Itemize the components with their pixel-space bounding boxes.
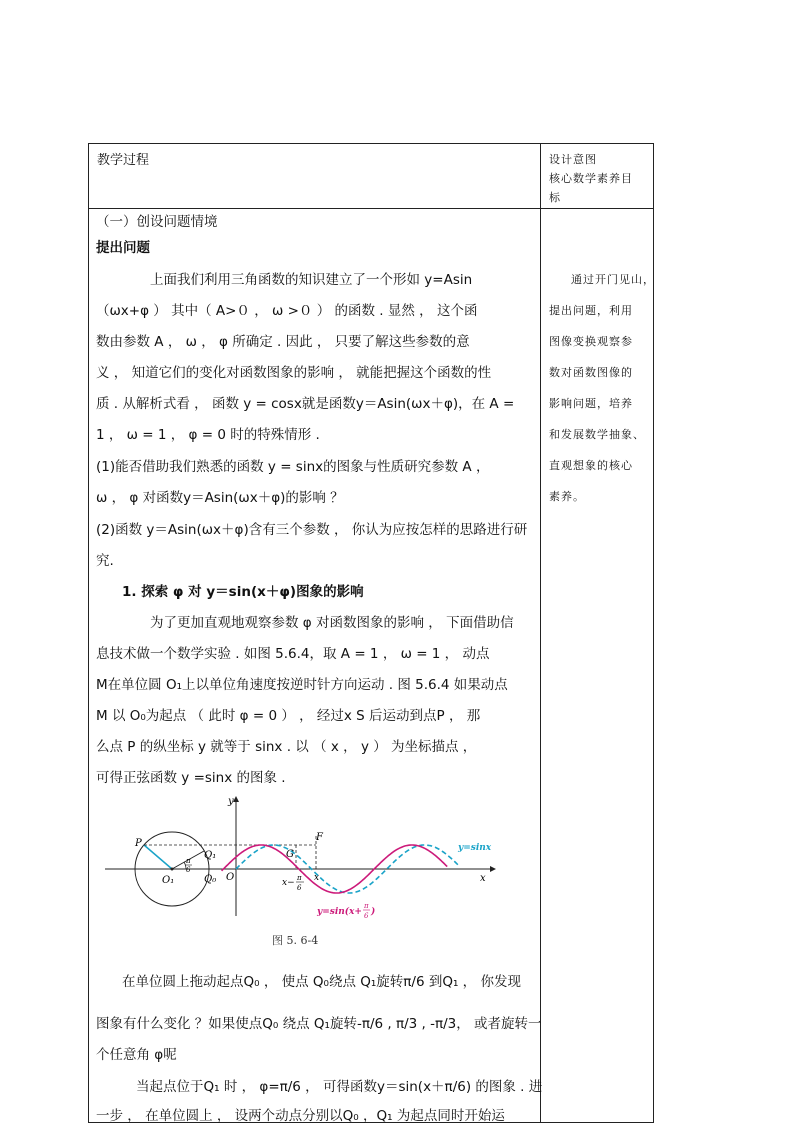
legend-shifted: y=sin(x+: [317, 907, 362, 917]
question-1-line: ω ， φ 对函数y＝Asin(ωx＋φ)的影响 ？: [96, 490, 344, 506]
paragraph-line: 可得正弦函数 y =sinx 的图象 .: [96, 770, 286, 786]
label-G: G: [286, 849, 294, 860]
paragraph-line: 义 ， 知道它们的变化对函数图象的影响 ， 就能把握这个函数的性: [96, 365, 492, 381]
paragraph-line: 当起点位于Q₁ 时 ， φ=π/6 ， 可得函数y＝sin(x＋π/6) 的图象 . 进: [136, 1079, 543, 1095]
label-O1: O₁: [162, 875, 175, 886]
paragraph-line: 图象有什么变化 ？如果使点Q₀ 绕点 Q₁旋转-π/6 , π/3 , -π/3， 或者旋转一: [96, 1016, 542, 1032]
paragraph-line: 息技术做一个数学实验 . 如图 5.6.4，取 A = 1 ， ω = 1 ， 动点: [96, 646, 490, 662]
subheading: 提出问题: [96, 240, 150, 256]
label-F: F: [316, 832, 323, 843]
legend-shifted-six: 6: [364, 912, 369, 920]
legend-shifted-pi: π: [364, 902, 369, 910]
y-axis-arrow: [233, 796, 239, 802]
paragraph-line: 质 . 从解析式看 ， 函数 y = cosx就是函数y＝Asin(ωx＋φ)，在 A =: [96, 396, 515, 412]
figure-5-6-4: [100, 788, 500, 928]
paragraph-line: （ωx+φ ） 其中（ A>０ ， ω >０ ） 的函数 . 显然 ， 这个函: [96, 303, 478, 319]
label-P: P: [135, 838, 142, 849]
label-x-minus: x−: [282, 878, 295, 888]
y-axis-label: y: [228, 796, 234, 807]
label-O: O: [226, 872, 235, 883]
x-axis-label: x: [480, 873, 486, 884]
legend-sinx: y=sinx: [458, 843, 492, 853]
radius-to-P: [144, 845, 172, 869]
question-2-line: (2)函数 y＝Asin(ωx＋φ)含有三个参数 ， 你认为应按怎样的思路进行研: [96, 522, 528, 538]
paragraph-line: 数由参数 A ， ω ， φ 所确定 . 因此 ， 只要了解这些参数的意: [96, 334, 470, 350]
angle-six: 6: [186, 866, 191, 874]
paragraph-line: 1 ， ω = 1 ， φ = 0 时的特殊情形 .: [96, 427, 320, 443]
section-title: （一）创设问题情境: [96, 214, 218, 230]
x-axis-arrow: [490, 866, 496, 872]
label-x-minus-pi: π: [297, 874, 302, 882]
angle-pi: π: [186, 857, 191, 865]
label-Q1: Q₁: [204, 850, 217, 861]
figure-caption: 图 5. 6-4: [272, 934, 319, 947]
question-1-line: (1)能否借助我们熟悉的函数 y = sinx的图象与性质研究参数 A ，: [96, 459, 490, 475]
paragraph-line: 上面我们利用三角函数的知识建立了一个形如 y=Asin: [150, 272, 473, 288]
legend-shifted-close: ): [371, 907, 376, 917]
paragraph-line: 个任意角 φ呢: [96, 1047, 177, 1063]
design-intent-text: 通过开门见山， 提出问题，利用 图像变换观察参 数对函数图像的 影响问题，培养 和发展数学抽象、 直观想象的核心 素养。: [549, 273, 655, 503]
header-divider: [89, 208, 653, 209]
header-design-intent: 设计意图 核心数学素养目 标: [549, 153, 633, 204]
paragraph-line: 在单位圆上拖动起点Q₀ ， 使点 Q₀绕点 Q₁旋转π/6 到Q₁ ， 你发现: [122, 974, 521, 990]
paragraph-line: 么点 P 的纵坐标 y 就等于 sinx . 以 （ x ， y ） 为坐标描点 ，: [96, 739, 477, 755]
header-teaching-process: 教学过程: [97, 153, 150, 168]
label-x-tick: x: [314, 873, 320, 883]
paragraph-line: 为了更加直观地观察参数 φ 对函数图象的影响 ， 下面借助信: [150, 615, 514, 631]
label-x-minus-six: 6: [297, 884, 302, 892]
column-divider: [540, 144, 541, 1122]
paragraph-line: 一步 ， 在单位圆上 ， 设两个动点分别以Q₀ ，Q₁ 为起点同时开始运: [96, 1108, 505, 1124]
paragraph-line: M在单位圆 O₁上以单位角速度按逆时针方向运动 . 图 5.6.4 如果动点: [96, 677, 508, 693]
center-point: [171, 868, 174, 871]
explore-title: 1. 探索 φ 对 y＝sin(x＋φ)图象的影响: [122, 584, 364, 600]
label-Q0: Q₀: [204, 874, 217, 885]
question-2-line: 究.: [96, 553, 114, 569]
paragraph-line: M 以 O₀为起点 （ 此时 φ = 0 ） ， 经过x S 后运动到点P ， 那: [96, 708, 481, 724]
